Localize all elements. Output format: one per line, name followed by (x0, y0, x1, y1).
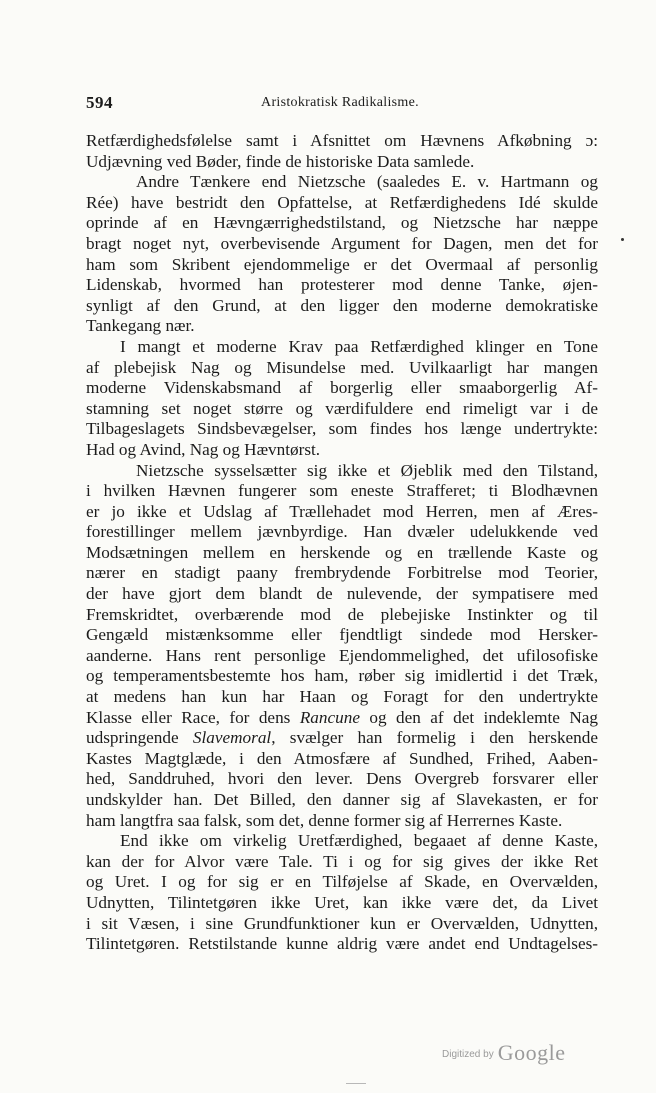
text-line: af plebejisk Nag og Misundelse med. Uvilkaarligt har mangen (86, 357, 598, 377)
text-line: Tilbageslagets Sindsbevægelser, som findes hos længe undertrykte: (86, 419, 598, 439)
watermark-prefix: Digitized by (442, 1049, 494, 1060)
text-line: kan der for Alvor være Tale. Ti i og for sig gives der ikke Ret (86, 851, 598, 871)
margin-speck (621, 238, 624, 241)
italic-word: Rancune (299, 707, 360, 727)
text-line: Tankegang nær. (86, 316, 195, 336)
text-line: Rée) have bestridt den Opfattelse, at Retfærdighedens Idé skulde (86, 192, 598, 212)
paragraph-first-line: End ikke om virkelig Uretfærdighed, begaaet af denne Kaste, (120, 831, 598, 851)
text-line: der have gjort dem blandt de nulevende, der sympatisere med (86, 584, 598, 604)
body-text (86, 131, 598, 955)
text-line: Retfærdighedsfølelse samt i Afsnittet om Hævnens Afkøbning ɔ: (86, 131, 598, 150)
text-line: i hvilken Hævnen fungerer som eneste Strafferet; ti Blodhævnen (86, 481, 598, 501)
text-line: Lidenskab, hvormed han protesterer mod denne Tanke, øjen- (86, 275, 598, 295)
text-line: synligt af den Grund, at den ligger den moderne demokratiske (86, 295, 598, 315)
text-line: Modsætningen mellem en herskende og en trællende Kaste og (86, 542, 598, 562)
text-line: bragt noget nyt, overbevisende Argument for Dagen, men det for (86, 233, 598, 253)
text-fragment: udspringende (86, 728, 193, 748)
text-line: oprinde af en Hævngærrighedstilstand, og Nietzsche har næppe (86, 213, 598, 233)
text-fragment: Klasse eller Race, for dens (86, 707, 300, 727)
google-logo: Google (497, 1040, 566, 1065)
text-line: og Uret. I og for sig er en Tilføjelse af Skade, en Overvælden, (86, 872, 598, 892)
text-line: Udjævning ved Bøder, finde de historiske Data samlede. (86, 151, 475, 171)
text-line-with-italic (86, 708, 598, 729)
text-line: Had og Avind, Nag og Hævntørst. (86, 439, 321, 459)
text-fragment: , svælger han formelig i den herskende (271, 728, 598, 748)
text-fragment: og den af det indeklemte Nag (359, 707, 599, 727)
text-line: hed, Sanddruhed, hvori den lever. Dens Overgreb forsvarer eller (86, 769, 598, 789)
text-line: forestillinger mellem jævnbyrdige. Han dvæler udelukkende ved (86, 522, 598, 542)
text-line: at medens han kun har Haan og Foragt for den undertrykte (86, 687, 598, 707)
text-line-with-italic (86, 728, 598, 749)
text-line: Gengæld mistænksomme eller fjendtligt sindede mod Hersker- (86, 625, 598, 645)
page-header (86, 93, 594, 117)
text-line: i sit Væsen, i sine Grundfunktioner kun er Overvælden, Udnytten, (86, 913, 598, 933)
text-line: stamning set noget større og værdifuldere end rimeligt var i de (86, 398, 598, 418)
text-line: Tilintetgøren. Retstilstande kunne aldrig være andet end Undtagelses- (86, 934, 598, 954)
page-number: 594 (86, 93, 113, 112)
text-line: og temperamentsbestemte hos ham, røber sig imidlertid i det Træk, (86, 666, 598, 686)
text-line: ham langtfra saa falsk, som det, denne former sig af Herrernes Kaste. (86, 810, 563, 830)
footer-rule (346, 1083, 366, 1084)
digitized-watermark (442, 1040, 565, 1066)
text-line: nærer en stadigt paany frembrydende Forbitrelse mod Teorier, (86, 563, 598, 583)
text-line: moderne Videnskabsmand af borgerlig eller smaaborgerlig Af- (86, 378, 598, 398)
paragraph-first-line: I mangt et moderne Krav paa Retfærdighed klinger en Tone (120, 336, 598, 356)
text-line: er jo ikke et Udslag af Trællehadet mod Herren, men af Æres- (86, 501, 598, 521)
text-line: Kastes Magtglæde, i den Atmosfære af Sundhed, Frihed, Aaben- (86, 748, 598, 768)
text-line: Fremskridtet, overbærende mod de plebejiske Instinkter og til (86, 604, 598, 624)
paragraph-first-line: Nietzsche sysselsætter sig ikke et Øjeblik med den Tilstand, (136, 460, 598, 480)
paragraph-first-line: Andre Tænkere end Nietzsche (saaledes E. v. Hartmann og (136, 172, 598, 192)
text-line: Udnytten, Tilintetgøren ikke Uret, kan ikke være det, da Livet (86, 892, 598, 912)
text-line: aanderne. Hans rent personlige Ejendommelighed, det ufilosofiske (86, 645, 598, 665)
text-line: ham som Skribent ejendommelige er det Overmaal af personlig (86, 254, 598, 274)
text-line: undskylder han. Det Billed, den danner sig af Slavekasten, er for (86, 790, 598, 809)
italic-word: Slavemoral (192, 728, 272, 748)
running-title: Aristokratisk Radikalisme. (261, 95, 419, 110)
